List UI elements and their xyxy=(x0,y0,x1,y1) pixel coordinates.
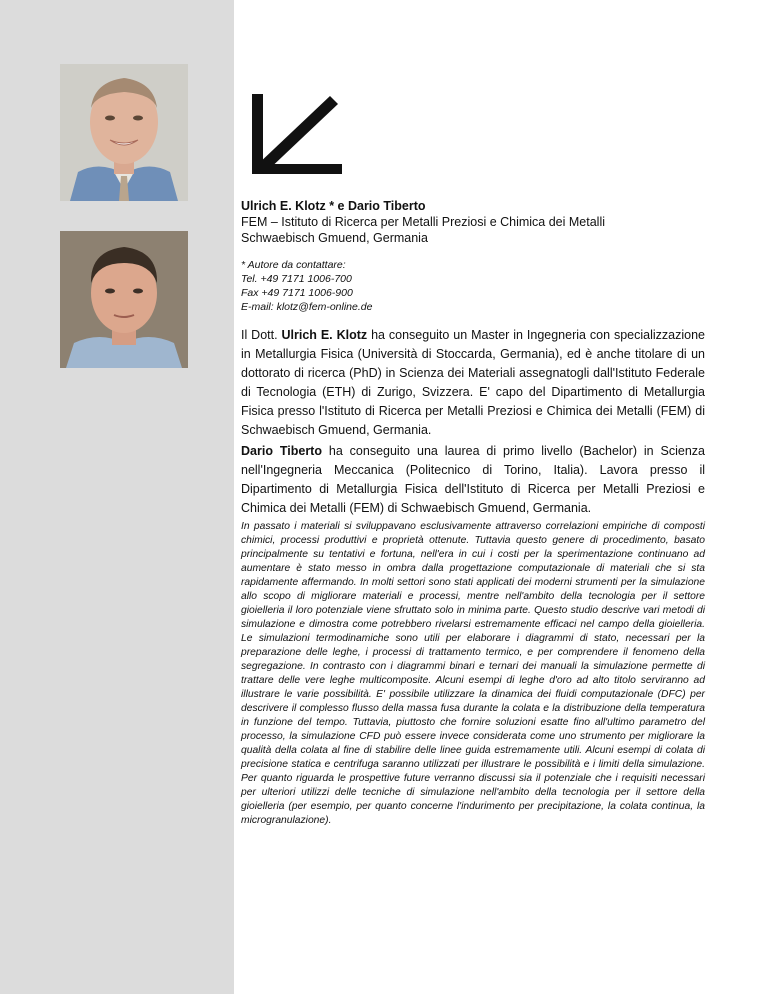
bio-klotz xyxy=(241,326,705,440)
contact-tel: Tel. +49 7171 1006-700 xyxy=(241,273,352,285)
bio-klotz-text: ha conseguito un Master in Ingegneria con specializzazione in Metallurgia Fisica (Università di Stoccarda, Germania), ed è anche titolare di un dottorato di ricerca (PhD) in Scienza dei Materiali assegnatogli dall'Istituto Federale di Tecnologia (ETH) di Zurigo, Svizzera. E' capo del Dipartimento di Metallurgia Fisica presso l'Istituto di Ricerca per Metalli Preziosi e Chimica dei Metalli (FEM) di Schwaebisch Gmuend, Germania. xyxy=(241,328,705,437)
bio-tiberto xyxy=(241,442,705,518)
contact-label: * Autore da contattare: xyxy=(241,259,346,271)
author-photo-klotz xyxy=(60,64,188,201)
abstract: In passato i materiali si sviluppavano esclusivamente attraverso correlazioni empiriche di composti chimici, processi produttivi e proprietà ottenute. Tuttavia questo genere di procedimento, basato principalmente su tentativi e fortuna, nell'era in cui i costi per la sperimentazione continuano ad aumentare è stato messo in ombra dalla progettazione computazionale di materiali che si sta rapidamente affermando. In molti settori sono stati applicati dei moderni strumenti per la simulazione allo scopo di migliorare materiali e processi, mentre nell'ambito della tecnologia per il settore gioielleria il loro potenziale viene sfruttato solo in minima parte. Questo studio descrive vari metodi di simulazione e dimostra come potrebbero rivelarsi estremamente efficaci nel campo della gioielleria. Le simulazioni termodinamiche sono utili per elaborare i diagrammi di stato, necessari per la preparazione delle leghe, i processi di trattamento termico, e per comprendere il fenomeno della segregazione. In contrasto con i diagrammi binari e ternari dei manuali la simulazione permette di trattare delle vere leghe multicomposite. Alcuni esempi di leghe d'oro ad alto titolo serviranno ad illustrare le varie possibilità. E' possibile utilizzare la dinamica dei fluidi computazionale (DFC) per descrivere il complesso flusso della massa fusa durante la colata e la distribuzione della temperatura in funzione del tempo. Tuttavia, piuttosto che fornire soluzioni esatte fino all'ultimo parametro del processo, la simulazione CFD può essere invece considerata come uno strumento per migliorare la qualità della colata al fine di stabilire delle linee guida estremamente utili. Alcuni esempi di colata di precisione statica e centrifuga saranno utilizzati per illustrare le possibilità e i limiti della simulazione. Per quanto riguarda le prospettive future verranno discussi sia il potenziale che i requisiti necessari per ulteriori utilizzi delle tecniche di simulazione nell'ambito della tecnologia per il settore della gioielleria (per esempio, per quanto concerne l'indurimento per precipitazione, la colata continua, la microgranulazione). xyxy=(241,521,705,826)
contact-block xyxy=(241,258,541,314)
author-names: Ulrich E. Klotz * e Dario Tiberto xyxy=(241,199,426,213)
contact-email[interactable]: E-mail: klotz@fem-online.de xyxy=(241,301,373,313)
bio-tiberto-name: Dario Tiberto xyxy=(241,444,322,458)
affiliation: FEM – Istituto di Ricerca per Metalli Preziosi e Chimica dei Metalli xyxy=(241,215,606,229)
bio-tiberto-text: ha conseguito una laurea di primo livello (Bachelor) in Scienza nell'Ingegneria Meccanica (Politecnico di Torino, Italia). Lavora presso il Dipartimento di Metallurgia Fisica dell'Istituto di Ricerca per Metalli Preziosi e Chimica dei Metalli (FEM) di Schwaebisch Gmuend, Germania. xyxy=(241,444,705,515)
bio-klotz-prefix: Il Dott. xyxy=(241,328,282,342)
bio-klotz-name: Ulrich E. Klotz xyxy=(281,328,368,342)
contact-fax: Fax +49 7171 1006-900 xyxy=(241,287,353,299)
authors-block xyxy=(241,198,711,246)
author-photo-tiberto xyxy=(60,231,188,368)
location: Schwaebisch Gmuend, Germania xyxy=(241,231,428,245)
arrow-down-left-icon xyxy=(248,94,344,178)
